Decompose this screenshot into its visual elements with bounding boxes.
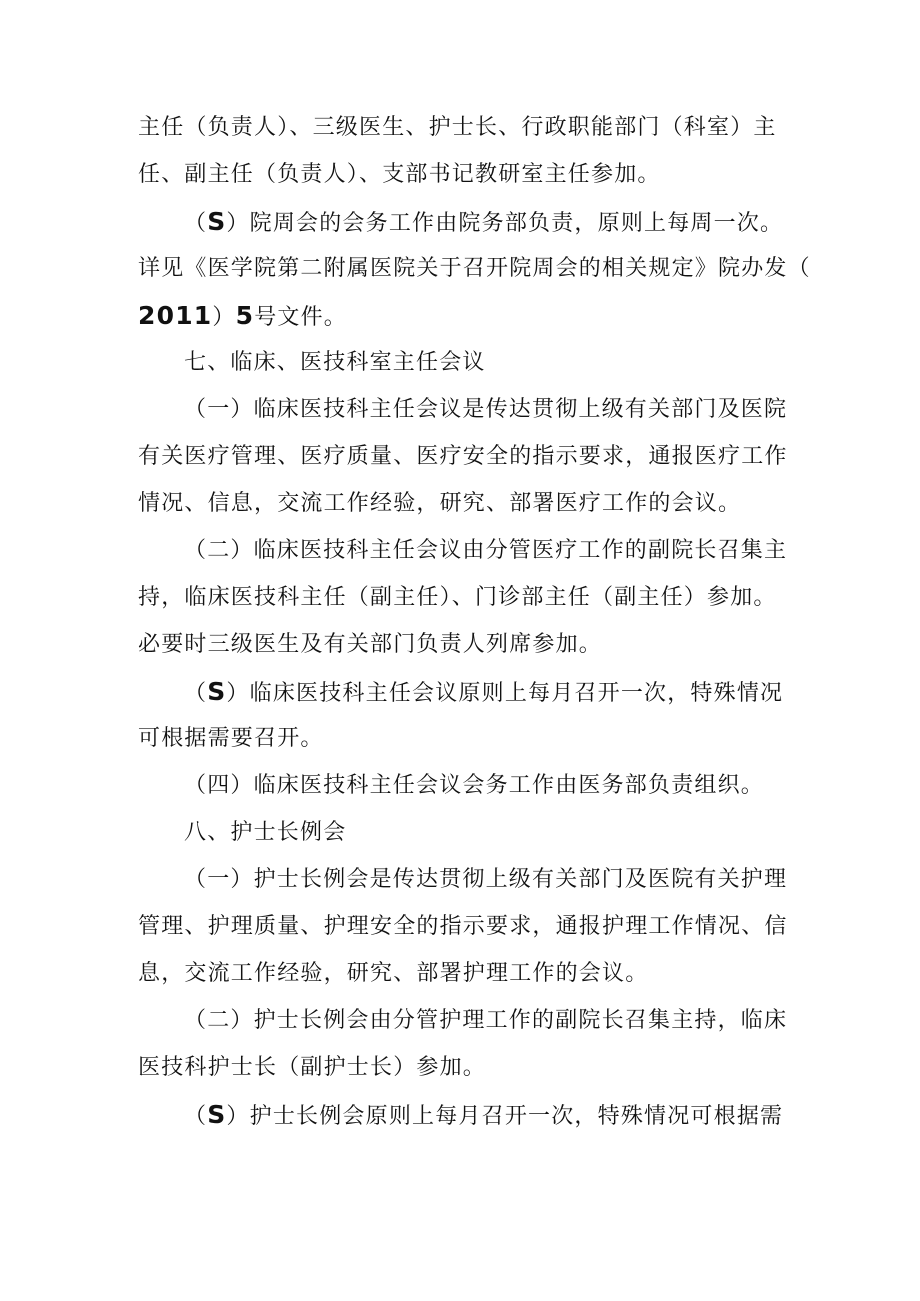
- text-line: 有关医疗管理、医疗质量、医疗安全的指示要求，通报医疗工作: [138, 444, 788, 469]
- latin-text: S: [207, 677, 227, 706]
- text-line: 详见《医学院第二附属医院关于召开院周会的相关规定》院办发（: [138, 256, 811, 281]
- text-line: 必要时三级医生及有关部门负责人列席参加。: [138, 632, 603, 657]
- text-line: 持，临床医技科主任（副主任）、门诊部主任（副主任）参加。: [138, 585, 777, 610]
- text-line: （一）临床医技科主任会议是传达贯彻上级有关部门及医院: [184, 397, 788, 422]
- text-line: （S）院周会的会务工作由院务部负责，原则上每周一次。: [184, 207, 784, 236]
- text-line: （S）护士长例会原则上每月召开一次，特殊情况可根据需: [184, 1100, 784, 1129]
- latin-text: S: [207, 1100, 227, 1129]
- latin-text: 2011: [138, 301, 213, 330]
- text-line: 医技科护士长（副护士长）参加。: [138, 1055, 487, 1080]
- text-line: （二）临床医技科主任会议由分管医疗工作的副院长召集主: [184, 538, 788, 563]
- text-line: 可根据需要召开。: [138, 726, 324, 751]
- document-body: [138, 104, 811, 1138]
- text-line: 八、护士长例会: [184, 820, 347, 845]
- text-line: 管理、护理质量、护理安全的指示要求，通报护理工作情况、信: [138, 914, 788, 939]
- text-line: （S）临床医技科主任会议原则上每月召开一次，特殊情况: [184, 677, 784, 706]
- text-line: 七、临床、医技科室主任会议: [184, 350, 486, 375]
- text-line: （四）临床医技科主任会议会务工作由医务部负责组织。: [184, 773, 765, 798]
- latin-text: S: [207, 207, 227, 236]
- text-line: 主任（负责人）、三级医生、护士长、行政职能部门（科室）主: [138, 115, 777, 140]
- text-line: （一）护士长例会是传达贯彻上级有关部门及医院有关护理: [184, 867, 788, 892]
- text-line: 2011）5号文件。: [138, 301, 348, 330]
- text-line: 任、副主任（负责人）、支部书记教研室主任参加。: [138, 162, 661, 187]
- text-line: （二）护士长例会由分管护理工作的副院长召集主持，临床: [184, 1008, 788, 1033]
- text-line: 情况、信息，交流工作经验，研究、部署医疗工作的会议。: [138, 491, 742, 516]
- latin-text: 5: [235, 301, 255, 330]
- text-line: 息，交流工作经验，研究、部署护理工作的会议。: [138, 961, 649, 986]
